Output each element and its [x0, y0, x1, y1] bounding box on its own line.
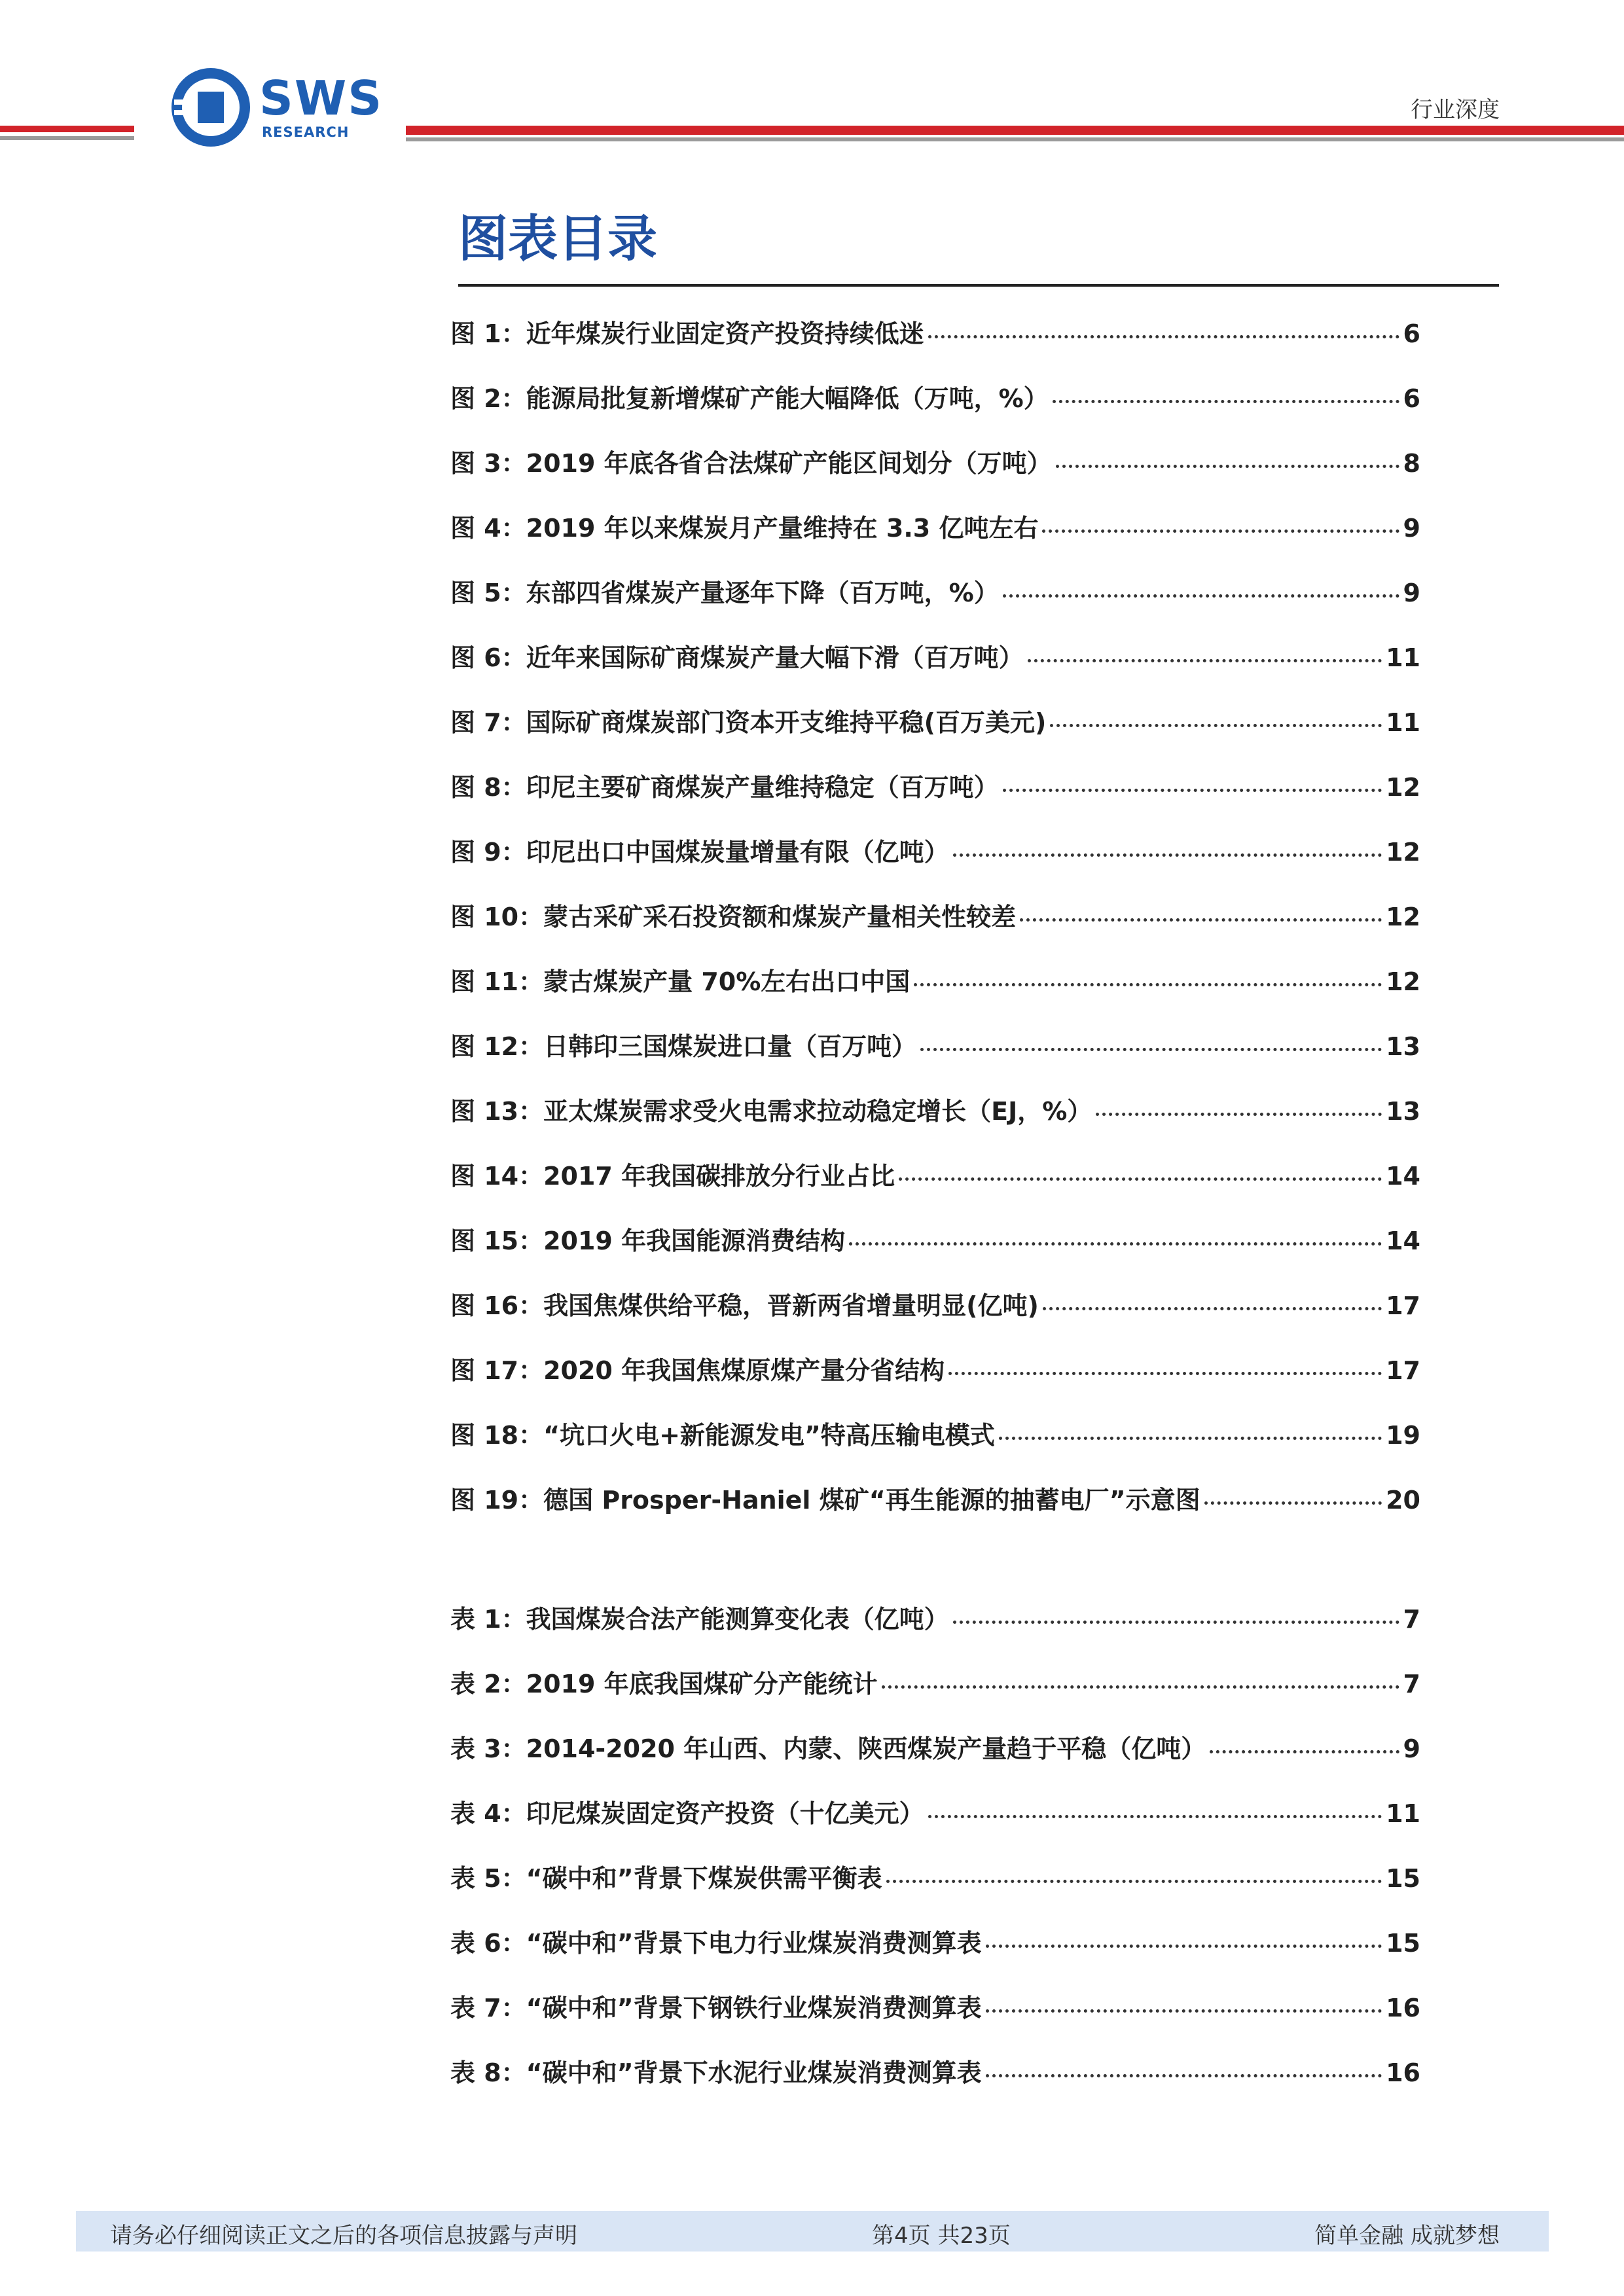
logo-subtext: RESEARCH [262, 124, 350, 140]
toc-entry-figure[interactable] [450, 638, 1420, 677]
dot-leader [920, 1048, 1382, 1051]
entry-page: 17 [1386, 1356, 1420, 1385]
entry-page: 6 [1403, 384, 1420, 413]
entry-label: 表 6：“碳中和”背景下电力行业煤炭消费测算表 [450, 1929, 982, 1958]
entry-page: 11 [1386, 708, 1420, 737]
entry-page: 9 [1403, 514, 1420, 543]
sws-logo-icon [169, 65, 253, 149]
entry-page: 9 [1403, 579, 1420, 607]
toc-entry-figure[interactable] [450, 444, 1420, 483]
entry-page: 15 [1386, 1929, 1420, 1958]
dot-leader [986, 1945, 1382, 1948]
entry-label: 表 2：2019 年底我国煤矿分产能统计 [450, 1670, 878, 1698]
toc-entry-table[interactable] [450, 1664, 1420, 1704]
entry-label: 图 2：能源局批复新增煤矿产能大幅降低（万吨，%） [450, 384, 1049, 413]
entry-label: 图 14：2017 年我国碳排放分行业占比 [450, 1162, 895, 1191]
entry-page: 12 [1386, 773, 1420, 802]
dot-leader [1096, 1113, 1382, 1116]
entry-label: 图 16：我国焦煤供给平稳，晋新两省增量明显(亿吨) [450, 1291, 1039, 1320]
toc-entry-figure[interactable] [450, 1286, 1420, 1325]
entry-label: 图 12：日韩印三国煤炭进口量（百万吨） [450, 1032, 917, 1061]
dot-leader [882, 1685, 1399, 1689]
footer-disclaimer: 请务必仔细阅读正文之后的各项信息披露与声明 [110, 2223, 577, 2249]
toc-entry-figure[interactable] [450, 768, 1420, 807]
entry-label: 图 8：印尼主要矿商煤炭产量维持稳定（百万吨） [450, 773, 999, 802]
entry-page: 14 [1386, 1162, 1420, 1191]
toc-entry-figure[interactable] [450, 1027, 1420, 1066]
dot-leader [914, 983, 1382, 986]
entry-page: 6 [1403, 319, 1420, 348]
dot-leader [928, 335, 1399, 338]
entry-label: 表 8：“碳中和”背景下水泥行业煤炭消费测算表 [450, 2058, 982, 2087]
entry-label: 图 9：印尼出口中国煤炭量增量有限（亿吨） [450, 838, 949, 867]
dot-leader [948, 1372, 1382, 1375]
dot-leader [1210, 1750, 1399, 1753]
title-divider [458, 284, 1499, 287]
dot-leader [886, 1880, 1382, 1883]
toc-entry-figure[interactable] [450, 1157, 1420, 1196]
dot-leader [1003, 789, 1382, 792]
dot-leader [928, 1815, 1382, 1818]
entry-label: 图 6：近年来国际矿商煤炭产量大幅下滑（百万吨） [450, 643, 1024, 672]
entry-page: 11 [1386, 643, 1420, 672]
toc-entry-figure[interactable] [450, 1092, 1420, 1131]
entry-label: 表 3：2014-2020 年山西、内蒙、陕西煤炭产量趋于平稳（亿吨） [450, 1734, 1206, 1763]
toc-entry-table[interactable] [450, 1729, 1420, 1768]
dot-leader [999, 1437, 1382, 1440]
entry-page: 8 [1403, 449, 1420, 478]
dot-leader [1204, 1501, 1382, 1505]
toc-entry-table[interactable] [450, 1988, 1420, 2028]
toc-entry-figure[interactable] [450, 314, 1420, 353]
footer-slogan: 简单金融 成就梦想 [1314, 2223, 1500, 2249]
sws-logo [169, 65, 384, 151]
entry-label: 图 17：2020 年我国焦煤原煤产量分省结构 [450, 1356, 945, 1385]
toc-entry-figure[interactable] [450, 509, 1420, 548]
toc-title: 图表目录 [458, 209, 657, 268]
dot-leader [899, 1177, 1382, 1181]
header-rule-red-left [0, 126, 134, 132]
dot-leader [986, 2009, 1382, 2013]
toc-entry-table[interactable] [450, 1859, 1420, 1898]
entry-page: 12 [1386, 838, 1420, 867]
entry-label: 图 19：德国 Prosper-Haniel 煤矿“再生能源的抽蓄电厂”示意图 [450, 1486, 1200, 1515]
toc-entry-figure[interactable] [450, 897, 1420, 937]
dot-leader [1043, 1307, 1382, 1310]
toc-entry-figure[interactable] [450, 1221, 1420, 1261]
entry-label: 图 13：亚太煤炭需求受火电需求拉动稳定增长（EJ，%） [450, 1097, 1092, 1126]
entry-page: 11 [1386, 1799, 1420, 1828]
dot-leader [1003, 594, 1399, 598]
entry-page: 13 [1386, 1097, 1420, 1126]
entry-label: 表 1：我国煤炭合法产能测算变化表（亿吨） [450, 1605, 949, 1634]
toc-entry-table[interactable] [450, 1600, 1420, 1639]
toc-entry-figure[interactable] [450, 1480, 1420, 1520]
entry-label: 图 3：2019 年底各省合法煤矿产能区间划分（万吨） [450, 449, 1052, 478]
dot-leader [1050, 724, 1382, 727]
entry-page: 7 [1403, 1605, 1420, 1634]
dot-leader [1053, 400, 1399, 403]
entry-label: 表 5：“碳中和”背景下煤炭供需平衡表 [450, 1864, 882, 1893]
entry-page: 13 [1386, 1032, 1420, 1061]
toc-entry-table[interactable] [450, 2053, 1420, 2092]
toc-entry-figure[interactable] [450, 833, 1420, 872]
entry-label: 图 5：东部四省煤炭产量逐年下降（百万吨，%） [450, 579, 999, 607]
toc-entry-figure[interactable] [450, 962, 1420, 1001]
header-rule-gray-right [406, 137, 1624, 141]
entry-label: 图 15：2019 年我国能源消费结构 [450, 1227, 846, 1255]
dot-leader [1042, 529, 1399, 533]
dot-leader [986, 2074, 1382, 2077]
entry-page: 7 [1403, 1670, 1420, 1698]
entry-page: 15 [1386, 1864, 1420, 1893]
entry-label: 图 11：蒙古煤炭产量 70%左右出口中国 [450, 967, 911, 996]
toc-entry-figure[interactable] [450, 379, 1420, 418]
entry-page: 9 [1403, 1734, 1420, 1763]
entry-page: 16 [1386, 1994, 1420, 2022]
footer-page-info: 第4页 共23页 [872, 2223, 1011, 2249]
header-rule-gray-left [0, 136, 134, 140]
toc-entry-figure[interactable] [450, 703, 1420, 742]
header-rule-red-right [406, 126, 1624, 135]
entry-page: 14 [1386, 1227, 1420, 1255]
entry-label: 图 10：蒙古采矿采石投资额和煤炭产量相关性较差 [450, 903, 1017, 931]
report-category: 行业深度 [1411, 97, 1500, 123]
entry-page: 16 [1386, 2058, 1420, 2087]
entry-page: 19 [1386, 1421, 1420, 1450]
toc-entry-table[interactable] [450, 1794, 1420, 1833]
toc-entry-figure[interactable] [450, 573, 1420, 613]
entry-page: 12 [1386, 967, 1420, 996]
entry-page: 17 [1386, 1291, 1420, 1320]
toc-entry-table[interactable] [450, 1924, 1420, 1963]
entry-page: 12 [1386, 903, 1420, 931]
dot-leader [1028, 659, 1382, 662]
dot-leader [849, 1242, 1382, 1246]
entry-page: 20 [1386, 1486, 1420, 1515]
entry-label: 图 1：近年煤炭行业固定资产投资持续低迷 [450, 319, 924, 348]
dot-leader [953, 1621, 1399, 1624]
dot-leader [953, 853, 1382, 857]
toc-entry-figure[interactable] [450, 1351, 1420, 1390]
toc-entry-figure[interactable] [450, 1416, 1420, 1455]
entry-label: 图 7：国际矿商煤炭部门资本开支维持平稳(百万美元) [450, 708, 1047, 737]
dot-leader [1020, 918, 1382, 922]
entry-label: 表 4：印尼煤炭固定资产投资（十亿美元） [450, 1799, 924, 1828]
entry-label: 图 4：2019 年以来煤炭月产量维持在 3.3 亿吨左右 [450, 514, 1039, 543]
dot-leader [1056, 465, 1399, 468]
entry-label: 图 18：“坑口火电+新能源发电”特高压输电模式 [450, 1421, 995, 1450]
entry-label: 表 7：“碳中和”背景下钢铁行业煤炭消费测算表 [450, 1994, 982, 2022]
logo-text: SWS [259, 71, 384, 126]
